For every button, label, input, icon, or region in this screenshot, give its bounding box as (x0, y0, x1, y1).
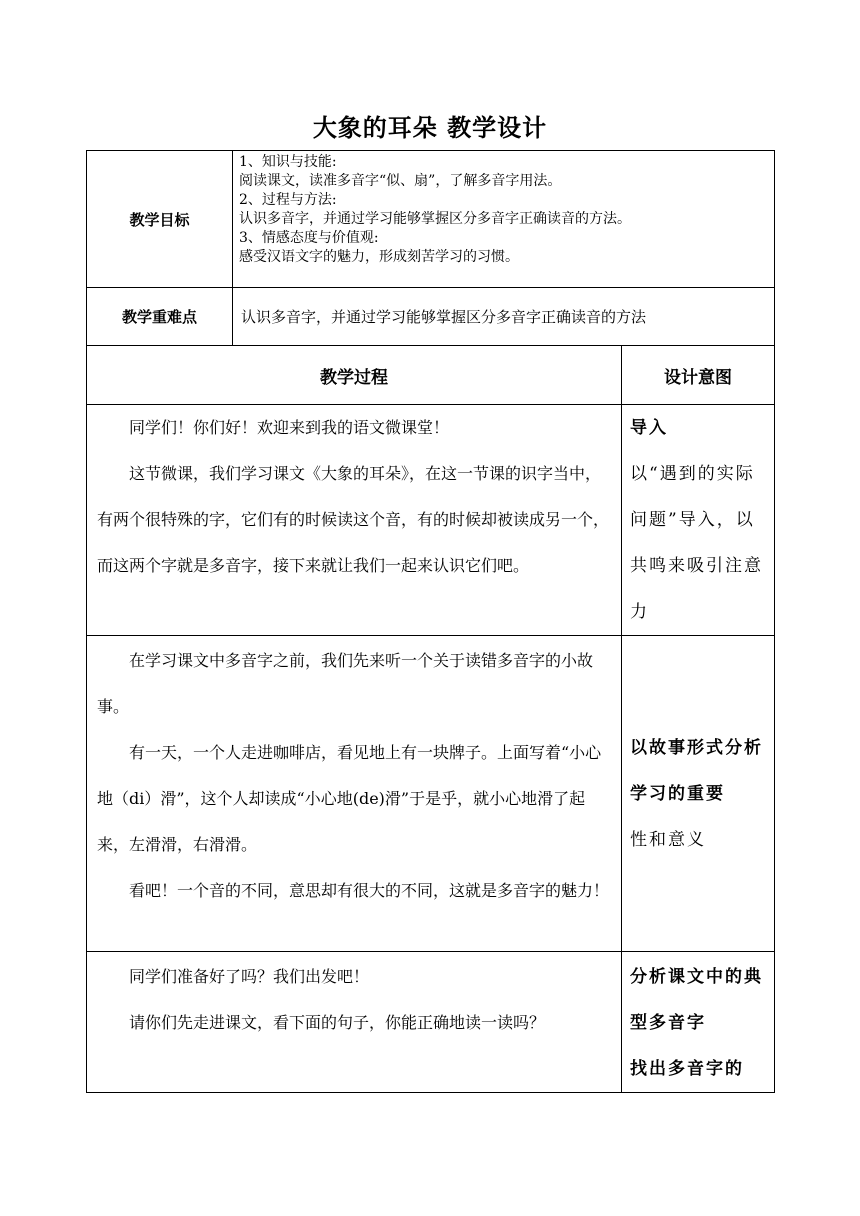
objective-line: 1、知识与技能: (239, 154, 337, 170)
lesson-plan-table (86, 150, 775, 1093)
objectives-label: 教学目标 (87, 151, 233, 288)
intent-body: 找出多音字的 (630, 1059, 744, 1079)
key-points-label: 教学重难点 (87, 288, 233, 346)
intent-title: 导入 (630, 418, 668, 438)
key-points-text: 认识多音字，并通过学习能够掌握区分多音字正确读音的方法 (233, 288, 775, 346)
section-row (87, 405, 775, 636)
section-row (87, 952, 775, 1093)
process-paragraph: 请你们先走进课文，看下面的句子，你能正确地读一读吗？ (129, 1013, 546, 1032)
process-paragraph: 同学们准备好了吗？我们出发吧！ (129, 967, 370, 986)
objective-line: 3、情感态度与价值观: (239, 230, 379, 246)
objective-line: 2、过程与方法: (239, 192, 337, 208)
process-paragraph: 同学们！你们好！欢迎来到我的语文微课堂！ (129, 418, 450, 437)
key-points-row (87, 288, 775, 346)
intent-cell (622, 952, 775, 1093)
intent-header: 设计意图 (622, 346, 775, 405)
process-cell (87, 952, 622, 1093)
intent-cell (622, 636, 775, 952)
intent-title: 分析课文中的典型多音字 (630, 967, 763, 1033)
objective-line: 感受汉语文字的魅力，形成刻苦学习的习惯。 (239, 249, 519, 265)
process-paragraph: 在学习课文中多音字之前，我们先来听一个关于读错多音字的小故事。 (97, 651, 594, 716)
intent-title: 以故事形式分析学习的重要 (630, 737, 763, 804)
document-title: 大象的耳朵 教学设计 (312, 114, 548, 142)
objective-line: 认识多音字，并通过学习能够掌握区分多音字正确读音的方法。 (239, 211, 631, 227)
objectives-content (233, 151, 775, 288)
intent-body: 性和意义 (630, 829, 706, 850)
intent-cell (622, 405, 775, 636)
section-row (87, 636, 775, 952)
process-paragraph: 有一天，一个人走进咖啡店，看见地上有一块牌子。上面写着“小心地（di）滑”，这个人却读成“小心地(de)滑”于是乎，就小心地滑了起来，左滑滑，右滑滑。 (97, 743, 602, 854)
process-cell (87, 405, 622, 636)
objective-line: 阅读课文，读准多音字“似、扇”，了解多音字用法。 (239, 173, 562, 189)
header-row (87, 346, 775, 405)
objectives-row (87, 151, 775, 288)
process-header: 教学过程 (87, 346, 622, 405)
process-paragraph: 这节微课，我们学习课文《大象的耳朵》，在这一节课的识字当中，有两个很特殊的字，它们有的时候读这个音，有的时候却被读成另一个，而这两个字就是多音字，接下来就让我们一起来认识它们吧。 (97, 464, 610, 575)
process-paragraph: 看吧！一个音的不同，意思却有很大的不同，这就是多音字的魅力！ (129, 881, 610, 900)
process-cell (87, 636, 622, 952)
intent-body: 以“遇到的实际问题”导入，以共鸣来吸引注意力 (630, 464, 763, 622)
